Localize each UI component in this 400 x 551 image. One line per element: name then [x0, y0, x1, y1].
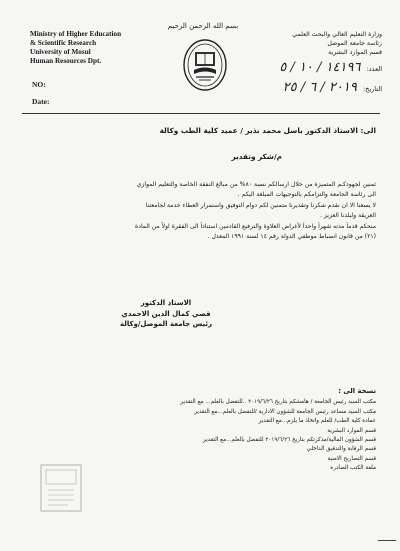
- page-edge-mark: [378, 540, 396, 549]
- body-line: لا يسعنا الا ان نقدم شكرنا وتقديرنا متمنين لكم دوام التوفيق واستمرار العطاء خدمة لجامعتنا: [145, 201, 376, 209]
- signature-name: قصي كمال الدين الاحمدي: [121, 309, 211, 318]
- number-field: [279, 60, 382, 75]
- copies-list: [116, 387, 376, 474]
- body-line: الى رئاسة الجامعة والتزامكم بالتوجيهات المبلغة اليكم .: [237, 191, 376, 199]
- copy-recipient: مكتب السيد مساعد رئيس الجامعة للشؤون الادارية /للتفضل بالعلم...مع التقدير: [194, 408, 376, 415]
- body-line: ثمنين لجهودكـم المتميزة من خلال ارسالكم نسبة ٨٠% من مبالغ النفقة الخاصة والتعليم الموازي: [136, 181, 376, 188]
- number-value: ١٤١٩٦ / ١٠ / ٥: [279, 60, 361, 75]
- body-line: (٢١) من قانون انضباط موظفي الدولة رقم ١٤ لسنة ١٩٩١ المعدل .: [207, 233, 376, 241]
- signature-title: الاستاذ الدكتور: [140, 299, 192, 307]
- date-field-ar: [283, 80, 382, 95]
- english-letterhead: [30, 30, 150, 66]
- arabic-letterhead: [272, 30, 382, 57]
- header-divider: [22, 113, 380, 114]
- signature-block: [96, 298, 236, 330]
- letterhead-line-en: Human Resources Dpt.: [30, 57, 102, 65]
- letterhead-line-en: & Scientific Research: [30, 39, 97, 47]
- date-label-en: Date:: [32, 97, 50, 106]
- copy-recipient: قسم الرقابة والتدقيق الداخلي: [306, 446, 376, 453]
- body-line: منحكم قدماً مدته شهراً واحداً لأغراض العلاوة والترفيع القادمين استناداً الى الفقرة اولاً من المادة: [135, 222, 376, 230]
- addressee: الى: الاستاذ الدكتور باسل محمد نذير / عميد كلية الطب وكالة: [159, 126, 376, 135]
- copy-recipient: قسم الموارد البشرية: [327, 427, 376, 434]
- letterhead-line-ar: رئاسة جامعة الموصل: [327, 40, 382, 47]
- subject: م/شكر وتقدير: [231, 152, 282, 161]
- copy-recipient: قسم الشؤون المالية/مذكرتكم بتاريخ ٢٠١٩/٦/٢٦ للتفضل بالعلم...مع التقدير: [202, 437, 376, 444]
- copy-recipient: ملفة الكتب الصادرة: [330, 465, 376, 472]
- copy-recipient: مكتب السيد رئيس الجامعة / هامشكم بتاريخ ٢٠١٩/٦/٢٦ ..للتفضل بالعلم... مع التقدير: [180, 399, 376, 406]
- number-label: العدد:: [366, 65, 382, 73]
- date-value: ٢٠١٩ / ٦ / ٢٥: [282, 80, 357, 95]
- body-line: العريقة ولبلدنا العزيز .: [320, 212, 376, 220]
- letterhead-line-en: Ministry of Higher Education: [30, 30, 122, 38]
- copy-recipient: عمادة كلية الطب/ للعلم واتخاذ ما يلزم...مع التقدير: [258, 418, 376, 425]
- letterhead-line-ar: وزارة التعليم العالي والبحث العلمي: [292, 31, 382, 38]
- date-label-ar: التاريخ:: [362, 85, 382, 93]
- copy-recipient: قسم التصاريح الامنية: [327, 455, 376, 462]
- letterhead-line-en: University of Mosul: [30, 48, 91, 56]
- basmala: بسم الله الرحمن الرحيم: [167, 22, 239, 30]
- copies-title: نسخة الى :: [338, 387, 376, 395]
- faded-stamp-icon: [38, 462, 84, 514]
- signature-position: رئيس جامعة الموصل/وكالة: [119, 320, 213, 328]
- no-label: NO:: [32, 80, 46, 89]
- letter-body: [28, 180, 376, 242]
- university-seal-icon: [182, 38, 228, 92]
- letterhead-line-ar: قسم الموارد البشرية: [328, 49, 382, 56]
